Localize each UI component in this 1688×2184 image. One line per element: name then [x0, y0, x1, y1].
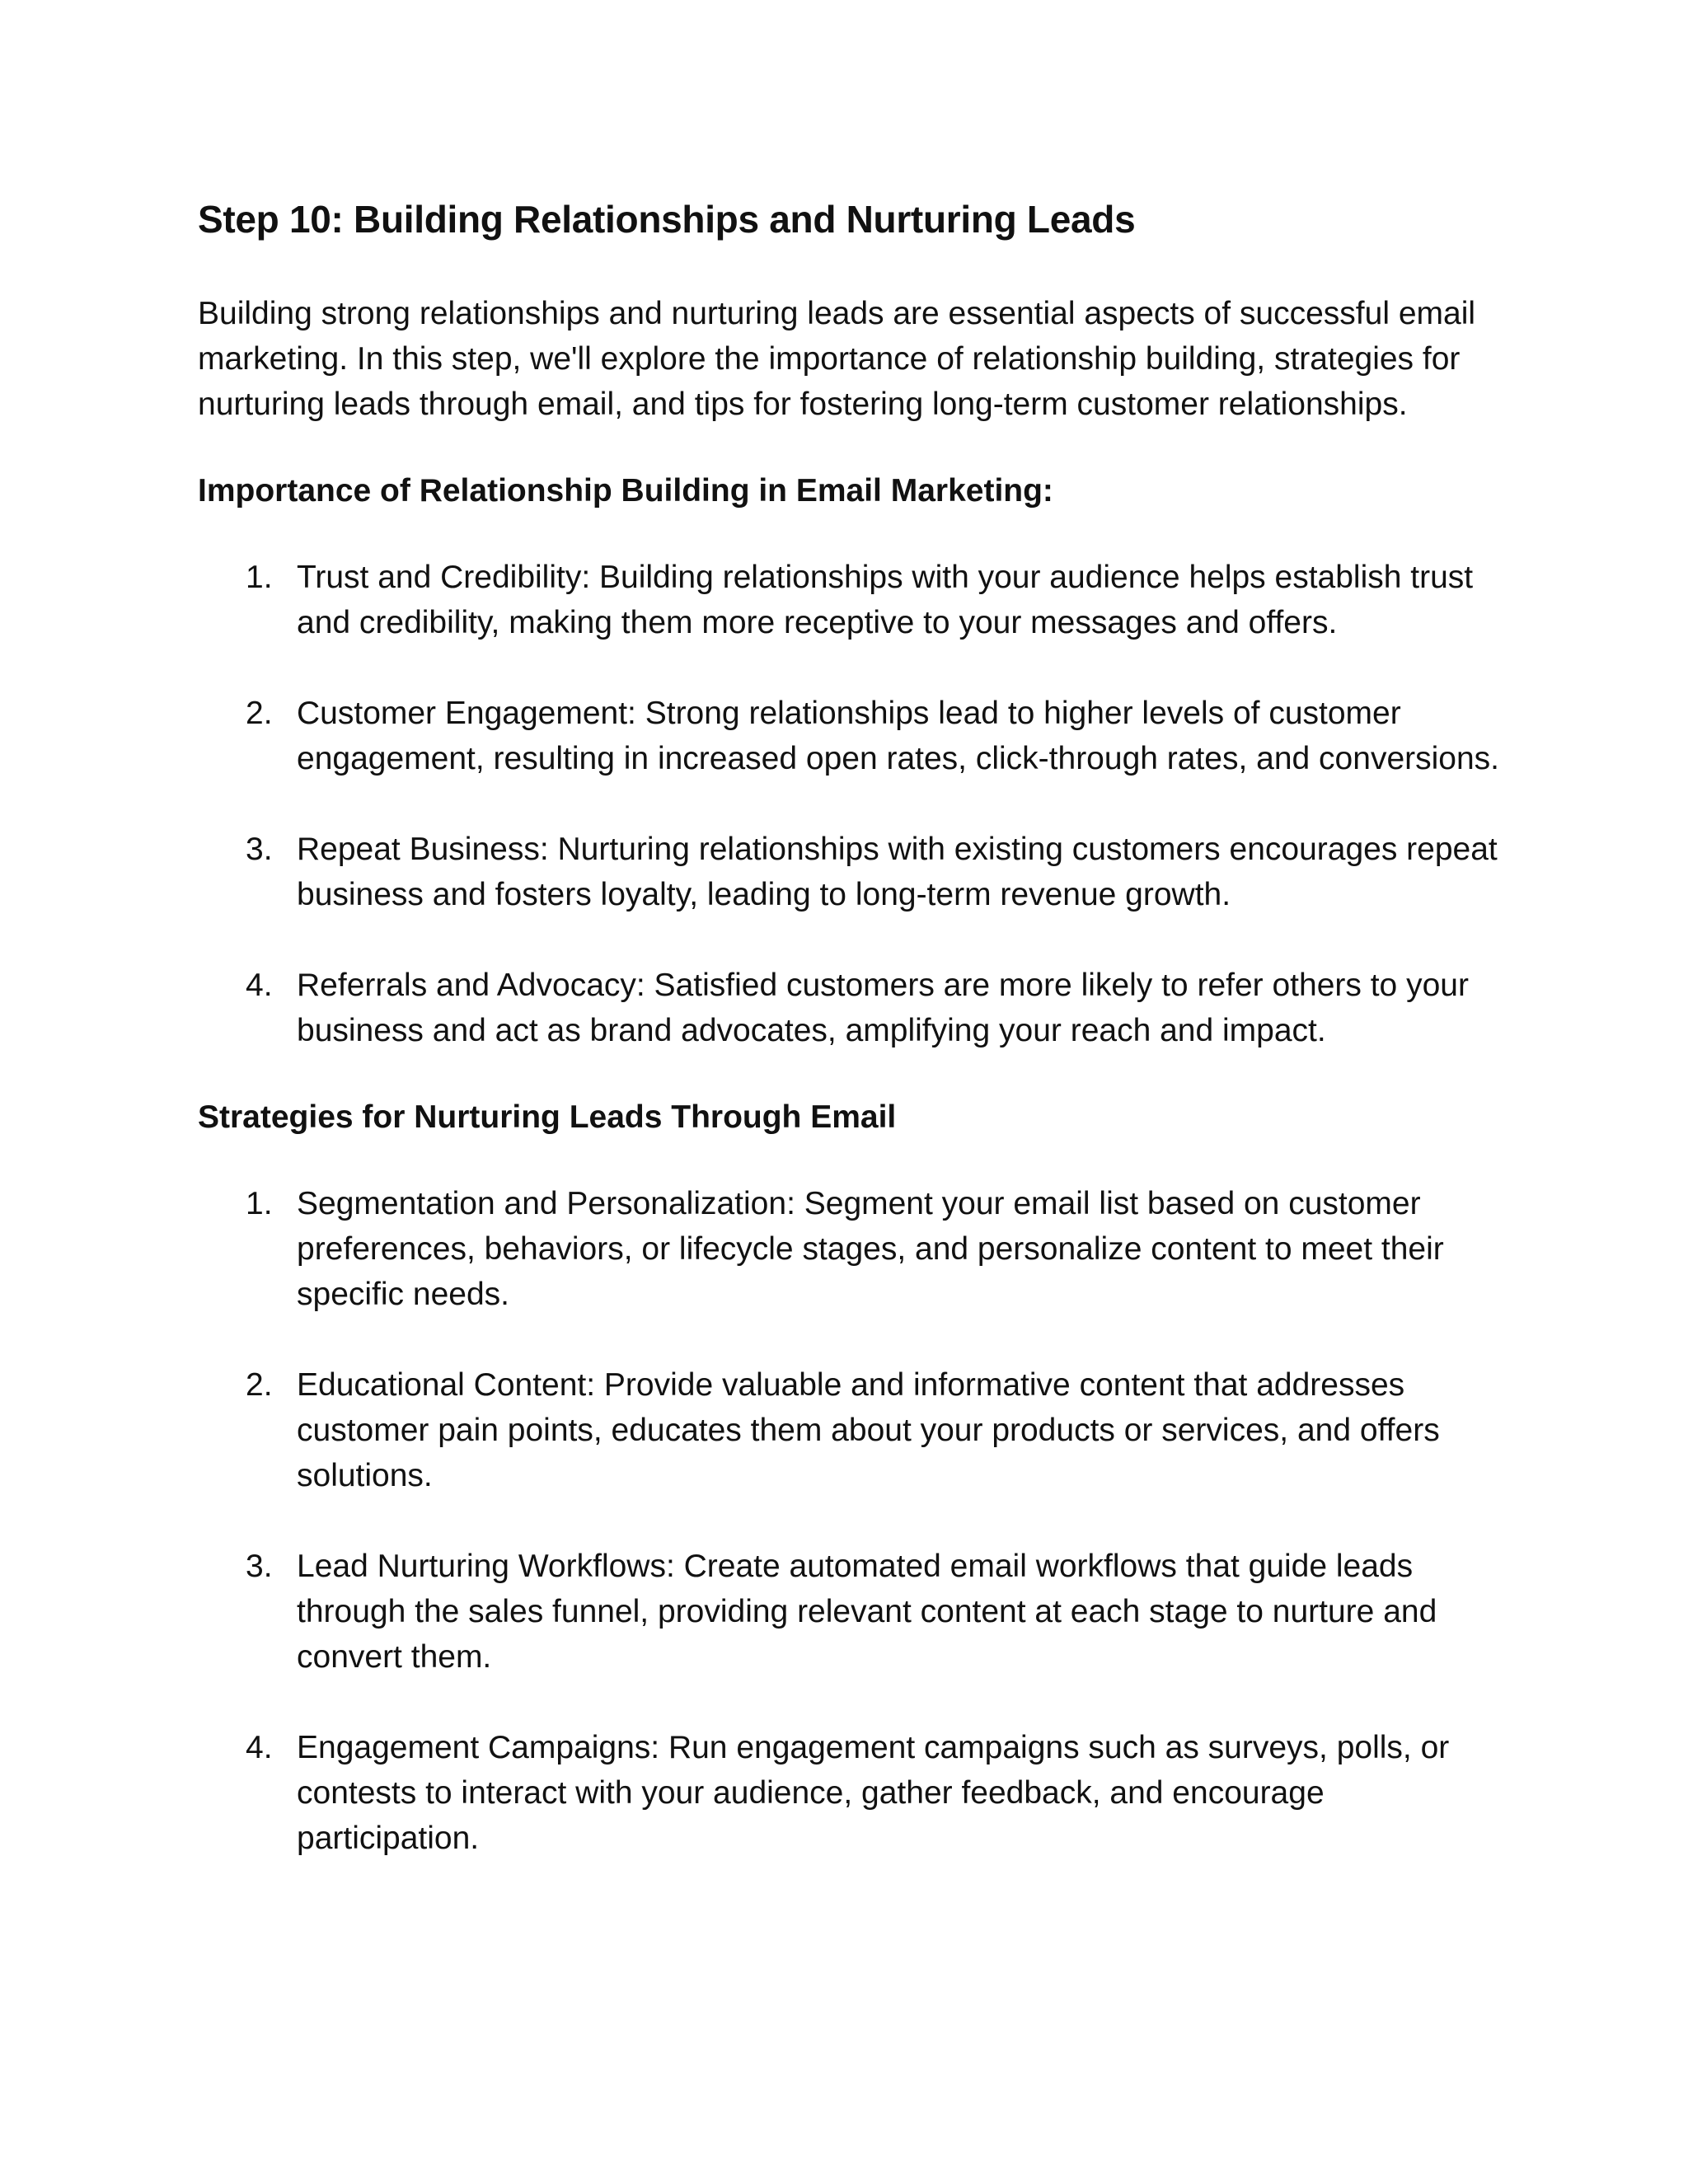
section-heading-strategies: Strategies for Nurturing Leads Through Email: [198, 1099, 897, 1135]
list-item-number: 2.: [246, 1367, 273, 1403]
intro-paragraph: Building strong relationships and nurturing leads are essential aspects of successful email marketing. In this step, we'll explore the importance of relationship building, strategies for nurturing leads through email, and tips for fostering long-term customer relationships.: [198, 296, 1476, 422]
section-heading-importance: Importance of Relationship Building in Email Marketing:: [198, 473, 1053, 509]
list-item: [198, 555, 1500, 645]
list-item-number: 4.: [246, 968, 273, 1003]
list-item-number: 3.: [246, 832, 273, 867]
page-title: Step 10: Building Relationships and Nurturing Leads: [198, 198, 1136, 241]
list-item-number: 4.: [246, 1730, 273, 1765]
list-item-text: Customer Engagement: Strong relationships lead to higher levels of customer engagement, resulting in increased open rates, click-through rates, and conversions.: [297, 696, 1499, 776]
list-item-text: Referrals and Advocacy: Satisfied customers are more likely to refer others to your business and act as brand advocates, amplifying your reach and impact.: [297, 968, 1469, 1048]
list-item-number: 1.: [246, 560, 273, 595]
importance-list: [198, 555, 1500, 1053]
document-page: [198, 194, 1500, 1902]
list-item: [198, 1544, 1500, 1680]
list-item: [198, 963, 1500, 1053]
list-item-text: Lead Nurturing Workflows: Create automated email workflows that guide leads through the sales funnel, providing relevant content at each stage to nurture and convert them.: [297, 1549, 1437, 1675]
list-item-number: 2.: [246, 696, 273, 731]
list-item-number: 3.: [246, 1549, 273, 1584]
list-item: [198, 827, 1500, 917]
list-item-text: Engagement Campaigns: Run engagement campaigns such as surveys, polls, or contests to interact with your audience, gather feedback, and encourage participation.: [297, 1730, 1450, 1856]
list-item-text: Repeat Business: Nurturing relationships with existing customers encourages repeat business and fosters loyalty, leading to long-term revenue growth.: [297, 832, 1498, 912]
strategies-list: [198, 1181, 1500, 1861]
list-item-text: Educational Content: Provide valuable and informative content that addresses customer pain points, educates them about your products or services, and offers solutions.: [297, 1367, 1440, 1493]
list-item: [198, 1362, 1500, 1498]
list-item-text: Segmentation and Personalization: Segment your email list based on customer preferences, behaviors, or lifecycle stages, and personalize content to meet their specific needs.: [297, 1186, 1444, 1312]
list-item: [198, 1725, 1500, 1861]
list-item: [198, 691, 1500, 781]
list-item-text: Trust and Credibility: Building relationships with your audience helps establish trust and credibility, making them more receptive to your messages and offers.: [297, 560, 1474, 640]
list-item: [198, 1181, 1500, 1317]
list-item-number: 1.: [246, 1186, 273, 1221]
